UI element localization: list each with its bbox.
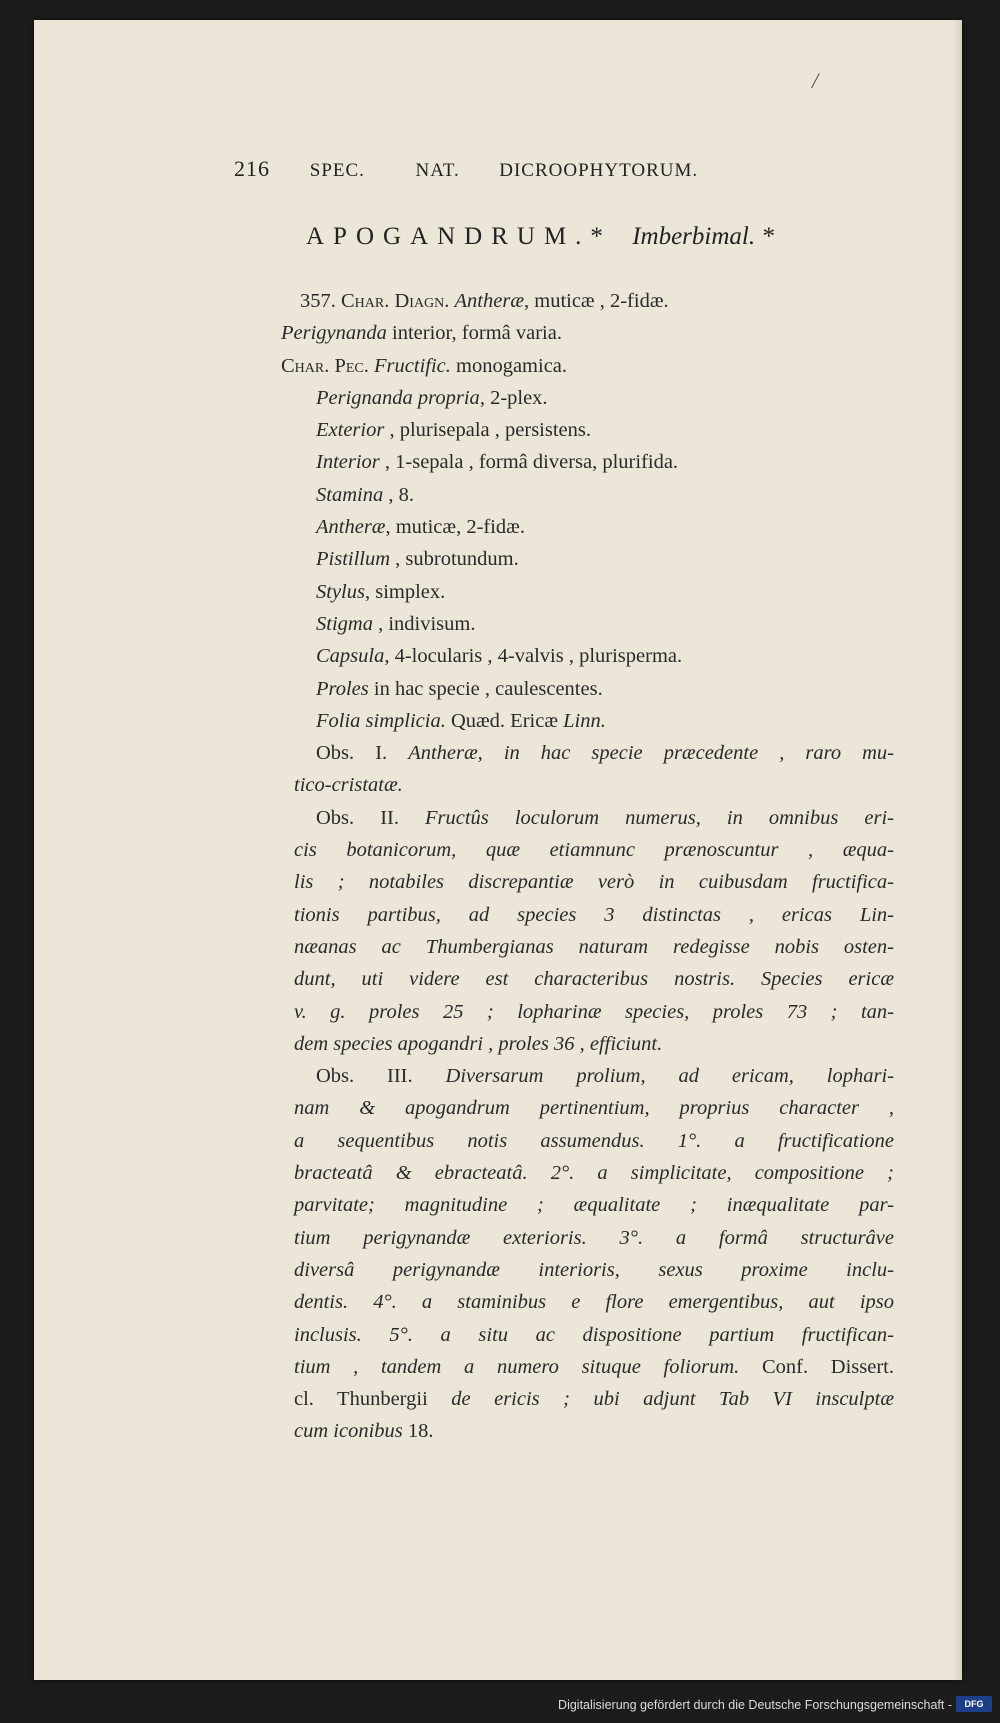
text-run: , plurisepala , persistens. xyxy=(384,419,591,442)
text-line xyxy=(281,317,894,349)
text-line xyxy=(294,769,894,801)
genus-title xyxy=(306,223,906,251)
italic-run: nam & apogandrum pertinentium, proprius character , xyxy=(294,1097,894,1120)
text-line xyxy=(294,1383,894,1415)
text-run: , muticæ, 2-fidæ. xyxy=(385,516,525,539)
text-line xyxy=(294,608,894,640)
italic-run: Perigynanda xyxy=(281,322,387,345)
smallcaps-run: Char. Diagn. xyxy=(341,290,450,312)
text-run: 357. xyxy=(300,290,341,312)
italic-run: Interior xyxy=(316,451,380,474)
italic-run: dem species apogandri , proles 36 , efficiunt. xyxy=(294,1032,663,1055)
text-line xyxy=(294,511,894,543)
text-line xyxy=(294,576,894,608)
text-line xyxy=(294,479,894,511)
text-line xyxy=(294,899,894,931)
text-line xyxy=(294,285,894,317)
italic-run: tico-cristatæ. xyxy=(294,774,403,797)
text-line xyxy=(294,834,894,866)
italic-run: Proles xyxy=(316,677,369,700)
text-line xyxy=(294,931,894,963)
text-run: , 1-sepala , formâ diversa, plurifida. xyxy=(379,451,679,474)
text-line xyxy=(294,1092,894,1124)
dfg-logo: DFG xyxy=(956,1696,992,1712)
text-line xyxy=(294,1254,894,1286)
text-run: , simplex. xyxy=(364,580,446,603)
italic-run: cis botanicorum, quæ etiamnunc prænoscuntur , æqua- xyxy=(294,839,894,862)
text-line xyxy=(294,996,894,1028)
text-line xyxy=(294,1286,894,1318)
italic-run: Linn. xyxy=(563,709,606,732)
text-line xyxy=(294,1125,894,1157)
italic-run: diversâ perigynandæ interioris, sexus proxime inclu- xyxy=(294,1258,894,1281)
italic-run: a sequentibus notis assumendus. 1°. a fructificatione xyxy=(294,1129,894,1152)
text-run: Obs. I. xyxy=(316,742,409,765)
italic-run: næanas ac Thumbergianas naturam redegisse nobis osten- xyxy=(294,935,894,958)
italic-run: Stigma xyxy=(316,612,373,635)
text-run: cl. Thunbergii xyxy=(294,1388,452,1411)
text-run: , 4-locularis , 4-valvis , plurisperma. xyxy=(384,645,683,668)
italic-run: Fructific. xyxy=(374,354,451,377)
italic-run: de ericis ; ubi adjunt Tab VI insculptæ xyxy=(451,1388,894,1411)
page-edge-shadow xyxy=(952,20,962,1680)
text-run: , 8. xyxy=(383,483,414,506)
text-line xyxy=(294,737,894,769)
text-line xyxy=(294,1319,894,1351)
italic-run: tium , tandem a numero situque foliorum. xyxy=(294,1355,740,1378)
text-line xyxy=(294,640,894,672)
text-run: , 2-plex. xyxy=(479,386,548,409)
italic-run: dunt, uti videre est characteribus nostris. Species ericæ xyxy=(294,968,894,991)
text-line xyxy=(294,1028,894,1060)
italic-run: inclusis. 5°. a situ ac dispositione partium fructifican- xyxy=(294,1323,894,1346)
text-run: Obs. II. xyxy=(316,806,426,829)
italic-run: cum iconibus xyxy=(294,1420,403,1443)
body-text xyxy=(281,285,894,1448)
header-word-2: NAT. xyxy=(415,160,460,181)
text-run: Quæd. Ericæ xyxy=(445,709,564,732)
text-line xyxy=(294,1157,894,1189)
text-line xyxy=(294,414,894,446)
text-line xyxy=(294,1222,894,1254)
text-line xyxy=(294,446,894,478)
text-line xyxy=(294,1415,894,1447)
italic-run: tium perigynandæ exterioris. 3°. a formâ structurâve xyxy=(294,1226,894,1249)
header-word-3: DICROOPHYTORUM. xyxy=(499,160,699,181)
text-line xyxy=(294,382,894,414)
text-line xyxy=(294,1060,894,1092)
italic-run: bracteatâ & ebracteatâ. 2°. a simplicitate, compositione ; xyxy=(294,1162,894,1185)
italic-run: Folia simplicia. xyxy=(316,709,446,732)
text-run: monogamica. xyxy=(450,354,568,377)
italic-run: Stylus xyxy=(316,580,365,603)
text-line xyxy=(294,802,894,834)
italic-run: Fructûs loculorum numerus, in omnibus eri- xyxy=(425,806,894,829)
scanned-page xyxy=(34,20,962,1680)
running-header xyxy=(234,156,894,182)
italic-run: tionis partibus, ad species 3 distinctas , ericas Lin- xyxy=(294,903,894,926)
text-line xyxy=(294,1351,894,1383)
text-line xyxy=(294,705,894,737)
footer-credit: Digitalisierung gefördert durch die Deutsche Forschungsgemeinschaft - xyxy=(558,1698,952,1712)
italic-run: Antheræ xyxy=(316,516,386,539)
text-run: , muticæ , 2-fidæ. xyxy=(524,290,669,312)
pencil-mark: / xyxy=(812,68,819,93)
italic-run: parvitate; magnitudine ; æqualitate ; inæqualitate par- xyxy=(294,1194,894,1217)
text-line xyxy=(281,350,894,382)
italic-run: Stamina xyxy=(316,483,384,506)
text-run: 18. xyxy=(402,1420,434,1443)
smallcaps-run: Char. Pec. xyxy=(281,354,369,377)
italic-run: Pistillum xyxy=(316,548,391,571)
italic-run: Antheræ, in hac specie præcedente , raro mu- xyxy=(408,742,894,765)
italic-run: Perignanda propria xyxy=(316,386,480,409)
italic-run: Capsula xyxy=(316,645,385,668)
text-run: , subrotundum. xyxy=(390,548,519,571)
genus-name: APOGANDRUM.* xyxy=(306,223,612,250)
text-line xyxy=(294,1189,894,1221)
text-run: Obs. III. xyxy=(316,1065,446,1088)
vernacular-name: Imberbimal. * xyxy=(632,223,774,250)
text-line xyxy=(294,866,894,898)
italic-run: Exterior xyxy=(316,419,385,442)
text-line xyxy=(294,543,894,575)
text-run: in hac specie , caulescentes. xyxy=(368,677,603,700)
italic-run: v. g. proles 25 ; lopharinæ species, proles 73 ; tan- xyxy=(294,1000,894,1023)
footer-bar xyxy=(0,1685,1000,1719)
header-word-1: SPEC. xyxy=(309,160,365,181)
text-line xyxy=(294,963,894,995)
text-line xyxy=(294,673,894,705)
italic-run: Diversarum prolium, ad ericam, lophari- xyxy=(445,1065,894,1088)
page-number: 216 xyxy=(234,156,270,181)
italic-run: lis ; notabiles discrepantiæ verò in cuibusdam fructifica- xyxy=(294,871,894,894)
text-run: , indivisum. xyxy=(372,612,476,635)
italic-run: Antheræ xyxy=(454,290,524,312)
italic-run: dentis. 4°. a staminibus e flore emergentibus, aut ipso xyxy=(294,1291,894,1314)
text-run: interior, formâ varia. xyxy=(386,322,562,345)
text-run: Conf. Dissert. xyxy=(739,1355,894,1378)
